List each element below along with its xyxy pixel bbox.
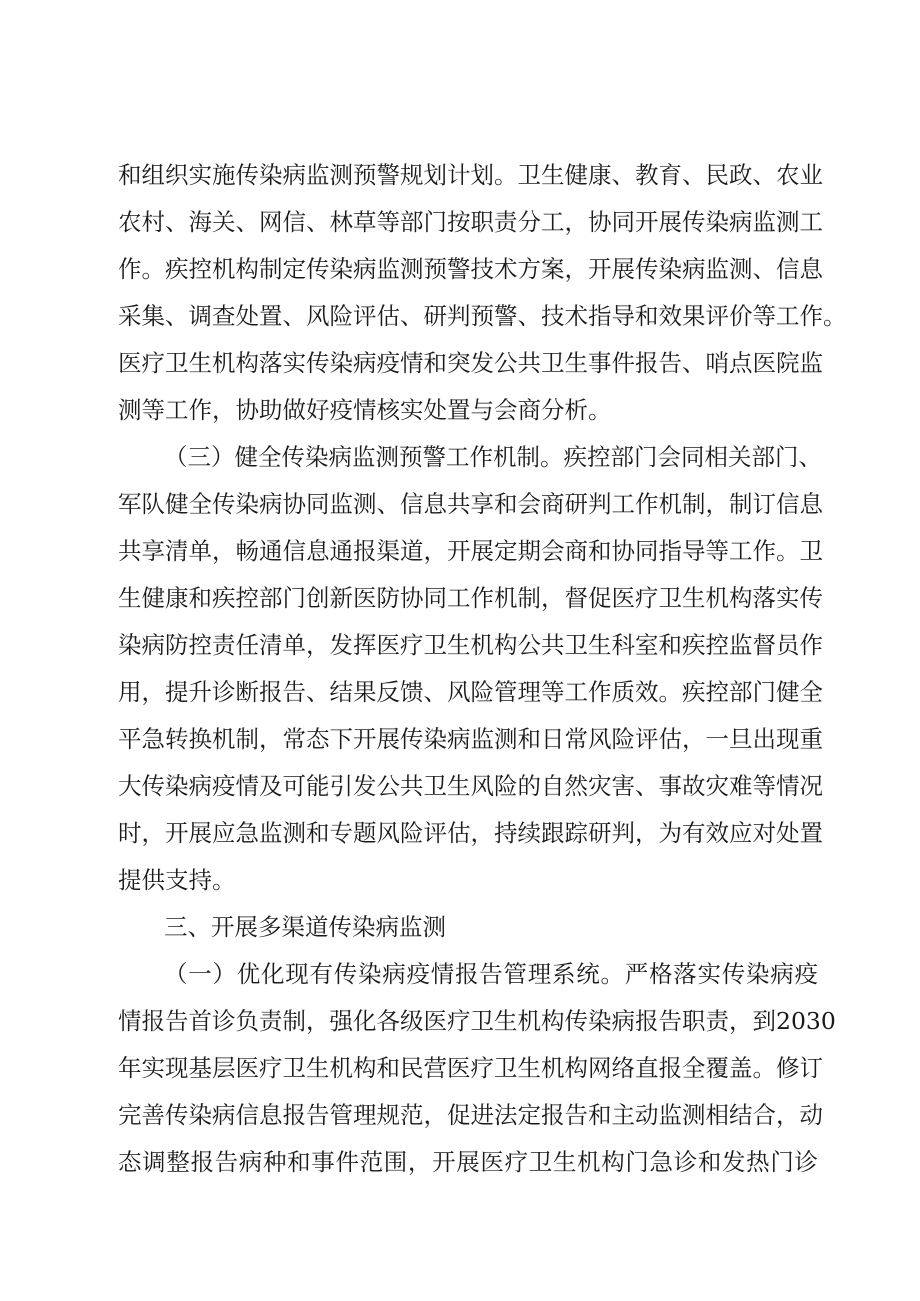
paragraph-line: 医疗卫生机构落实传染病疫情和突发公共卫生事件报告、哨点医院监 (118, 349, 823, 377)
paragraph-line: 作。疾控机构制定传染病监测预警技术方案，开展传染病监测、信息 (118, 255, 823, 283)
paragraph-line: 态调整报告病种和事件范围，开展医疗卫生机构门急诊和发热门诊 (118, 1148, 818, 1176)
paragraph-line: 完善传染病信息报告管理规范，促进法定报告和主动监测相结合，动 (118, 1101, 823, 1129)
paragraph-line: 共享清单，畅通信息通报渠道，开展定期会商和协同指导等工作。卫 (118, 537, 823, 565)
paragraph-line: 农村、海关、网信、林草等部门按职责分工，协同开展传染病监测工 (118, 208, 823, 236)
paragraph-line: 年实现基层医疗卫生机构和民营医疗卫生机构网络直报全覆盖。修订 (118, 1054, 823, 1082)
paragraph-line: （三）健全传染病监测预警工作机制。疾控部门会同相关部门、 (164, 443, 822, 471)
paragraph-line: 生健康和疾控部门创新医防协同工作机制，督促医疗卫生机构落实传 (118, 584, 823, 612)
paragraph-line: 和组织实施传染病监测预警规划计划。卫生健康、教育、民政、农业 (118, 161, 823, 189)
paragraph-line: 染病防控责任清单，发挥医疗卫生机构公共卫生科室和疾控监督员作 (118, 631, 823, 659)
paragraph-line: 平急转换机制，常态下开展传染病监测和日常风险评估，一旦出现重 (118, 725, 823, 753)
paragraph-line: 采集、调查处置、风险评估、研判预警、技术指导和效果评价等工作。 (118, 302, 847, 330)
paragraph-line: 用，提升诊断报告、结果反馈、风险管理等工作质效。疾控部门健全 (118, 678, 823, 706)
paragraph-line: 情报告首诊负责制，强化各级医疗卫生机构传染病报告职责，到2030 (118, 1007, 836, 1035)
paragraph-line: 时，开展应急监测和专题风险评估，持续跟踪研判，为有效应对处置 (118, 819, 823, 847)
section-heading: 三、开展多渠道传染病监测 (164, 913, 446, 941)
paragraph-line: （一）优化现有传染病疫情报告管理系统。严格落实传染病疫 (164, 960, 818, 988)
paragraph-line: 提供支持。 (118, 866, 236, 894)
paragraph-line: 军队健全传染病协同监测、信息共享和会商研判工作机制，制订信息 (118, 490, 823, 518)
paragraph-line: 大传染病疫情及可能引发公共卫生风险的自然灾害、事故灾难等情况 (118, 772, 823, 800)
paragraph-line: 测等工作，协助做好疫情核实处置与会商分析。 (118, 396, 612, 424)
